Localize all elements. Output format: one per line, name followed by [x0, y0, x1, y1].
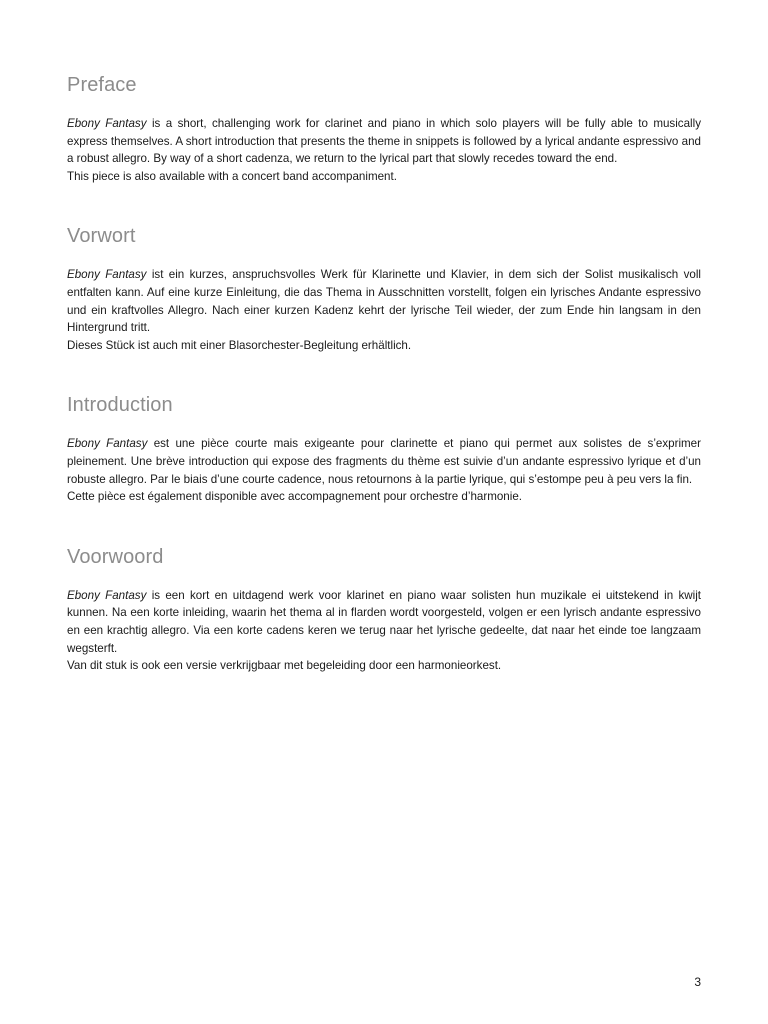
section-body — [67, 115, 701, 168]
section-body — [67, 435, 701, 488]
availability-note: Dieses Stück ist auch mit einer Blasorchester-Begleitung erhältlich. — [67, 338, 412, 352]
availability-note: Cette pièce est également disponible avec accompagnement pour orchestre d’harmonie. — [67, 490, 522, 504]
document-page — [67, 72, 701, 713]
section-body — [67, 266, 701, 336]
body-text: ist ein kurzes, anspruchsvolles Werk für Klarinette und Klavier, in dem sich der Solist musikalisch voll entfalten kann. Auf eine kurze Einleitung, die das Thema in Ausschnitten vorstellt, folgen ein lyrisches Andante espressivo und ein kraftvolles Allegro. Nach einer kurzen Kadenz kehrt der lyrische Teil wieder, der zum Ende hin langsam in den Hintergrund tritt. — [67, 268, 701, 335]
availability-note: Van dit stuk is ook een versie verkrijgbaar met begeleiding door een harmonieorkest. — [67, 659, 502, 673]
section-heading: Voorwoord — [67, 545, 164, 568]
body-text: is een kort en uitdagend werk voor klarinet en piano waar solisten hun muzikale ei uitstekend in kwijt kunnen. Na een korte inleiding, waarin het thema al in flarden wordt voorgesteld, volgen er een lyrisch andante espressivo en een krachtig allegro. Via een korte cadens keren we terug naar het lyrische gedeelte, dat naar het einde toe langzaam wegsterft. — [67, 588, 701, 655]
availability-note: This piece is also available with a concert band accompaniment. — [67, 169, 397, 183]
section-vorwort — [67, 223, 701, 354]
section-preface — [67, 72, 701, 185]
page-number: 3 — [694, 975, 701, 989]
work-title: Ebony Fantasy — [67, 588, 147, 602]
work-title: Ebony Fantasy — [67, 268, 147, 282]
section-introduction — [67, 392, 701, 505]
section-heading: Preface — [67, 74, 137, 96]
section-body — [67, 587, 701, 657]
section-heading: Introduction — [67, 394, 173, 417]
body-text: is a short, challenging work for clarinet and piano in which solo players will be fully able to musically express themselves. A short introduction that presents the theme in snippets is followed by a lyrical andante espressivo and a robust allegro. By way of a short cadenza, we return to the lyrical part that slowly recedes toward the end. — [67, 117, 701, 166]
body-text: est une pièce courte mais exigeante pour clarinette et piano qui permet aux solistes de s’exprimer pleinement. Une brève introduction qui expose des fragments du thème est suivie d’un andante espressivo lyrique et d’un robuste allegro. Par le biais d’une courte cadence, nous retournons à la partie lyrique, qui s’estompe peu à peu vers la fin. — [67, 437, 701, 486]
section-heading: Vorwort — [67, 225, 136, 248]
section-voorwoord — [67, 544, 701, 675]
work-title: Ebony Fantasy — [67, 117, 147, 130]
work-title: Ebony Fantasy — [67, 437, 148, 451]
